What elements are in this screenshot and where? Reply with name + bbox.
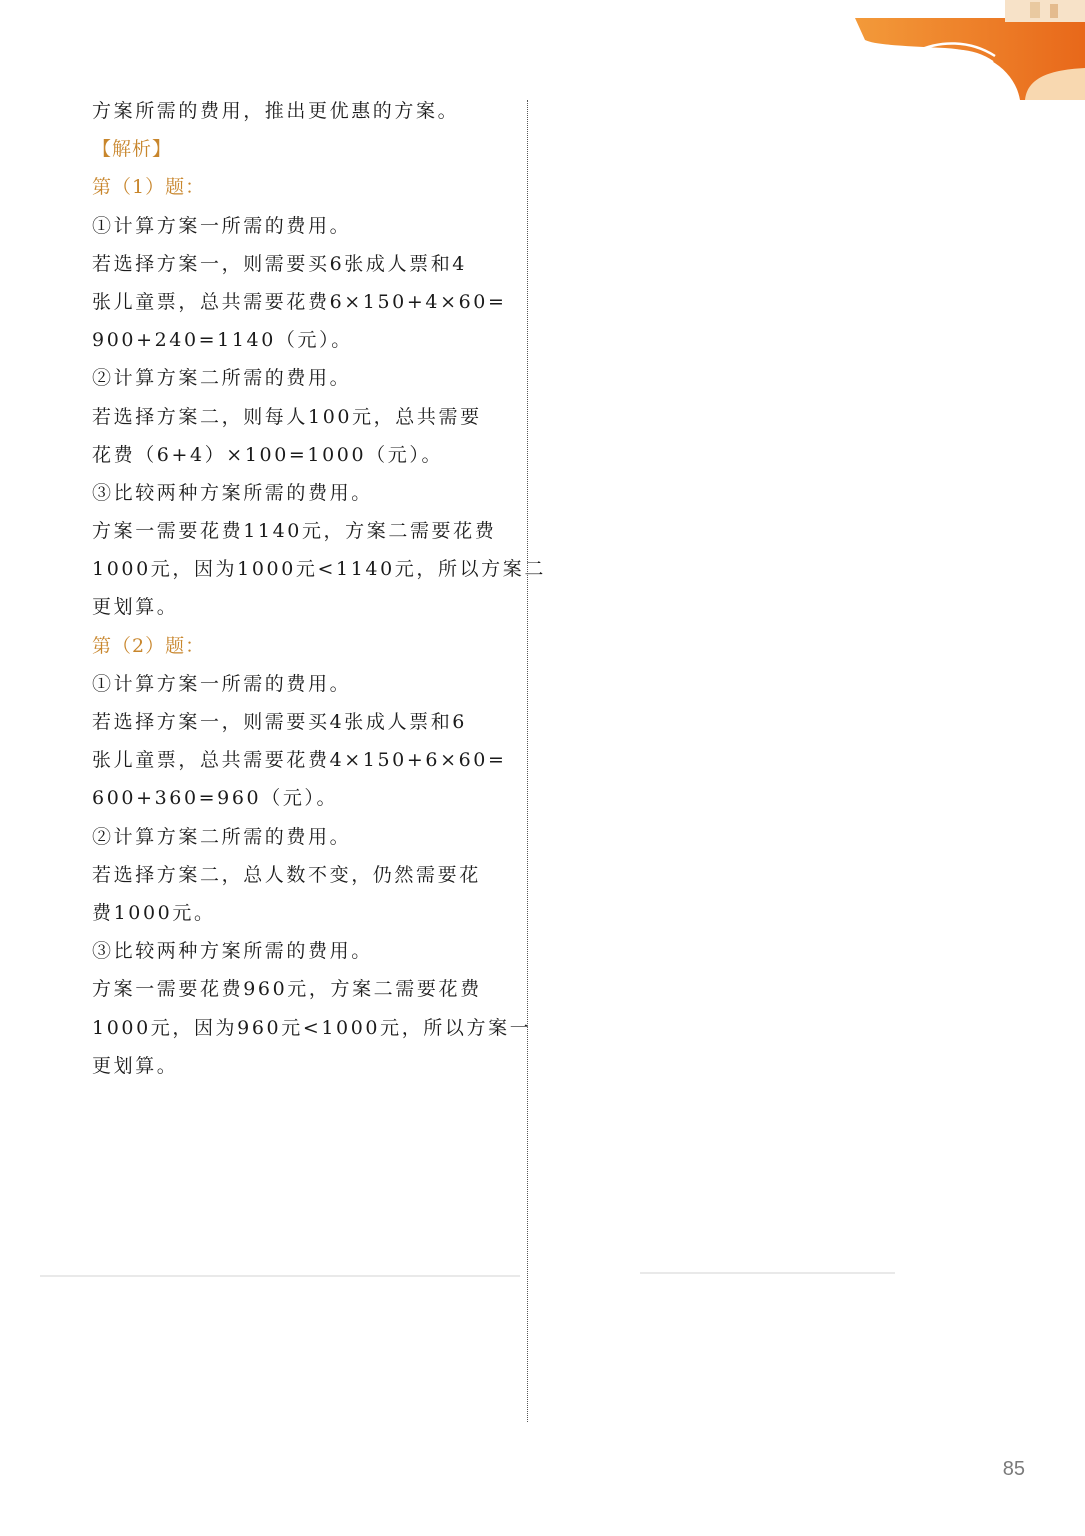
column-divider (527, 100, 528, 1422)
text-line: 若选择方案一，则需要买4张成人票和6 (92, 711, 467, 733)
text-line: ③比较两种方案所需的费用。 (92, 940, 373, 963)
text-line: 若选择方案二，总人数不变，仍然需要花 (92, 863, 481, 886)
bottom-rule-right (640, 1272, 895, 1274)
solution-text-column (92, 92, 546, 1085)
analysis-heading: 【解析】 (92, 138, 173, 161)
text-line: 若选择方案二，则每人100元，总共需要 (92, 405, 482, 428)
text-line: 更划算。 (92, 1054, 179, 1077)
text-line: ③比较两种方案所需的费用。 (92, 481, 373, 504)
bottom-rule-left (40, 1275, 520, 1277)
text-line: 600+360=960（元）。 (92, 787, 339, 810)
text-line: 更划算。 (92, 596, 179, 619)
text-line: 1000元，因为960元<1000元，所以方案一 (92, 1016, 532, 1039)
question-2-heading: 第（2）题： (92, 634, 206, 657)
text-line: ②计算方案二所需的费用。 (92, 825, 352, 848)
text-line: 费1000元。 (92, 901, 216, 924)
text-line: 方案一需要花费1140元，方案二需要花费 (92, 520, 497, 543)
text-line: ①计算方案一所需的费用。 (92, 672, 352, 695)
corner-decoration (855, 0, 1085, 110)
text-line: 900+240=1140（元）。 (92, 329, 353, 352)
text-line: 方案所需的费用，推出更优惠的方案。 (92, 100, 460, 122)
text-line: 方案一需要花费960元，方案二需要花费 (92, 978, 482, 1001)
text-line: 1000元，因为1000元<1140元，所以方案二 (92, 558, 546, 581)
question-1-heading: 第（1）题： (92, 176, 206, 199)
text-line: 张儿童票，总共需要花费4×150+6×60= (92, 749, 507, 772)
text-line: ①计算方案一所需的费用。 (92, 214, 352, 237)
text-line: 张儿童票，总共需要花费6×150+4×60= (92, 290, 507, 313)
text-line: ②计算方案二所需的费用。 (92, 367, 352, 390)
text-line: 若选择方案一，则需要买6张成人票和4 (92, 252, 467, 275)
page-number: 85 (1002, 1458, 1025, 1480)
text-line: 花费（6+4）×100=1000（元）。 (92, 443, 444, 466)
